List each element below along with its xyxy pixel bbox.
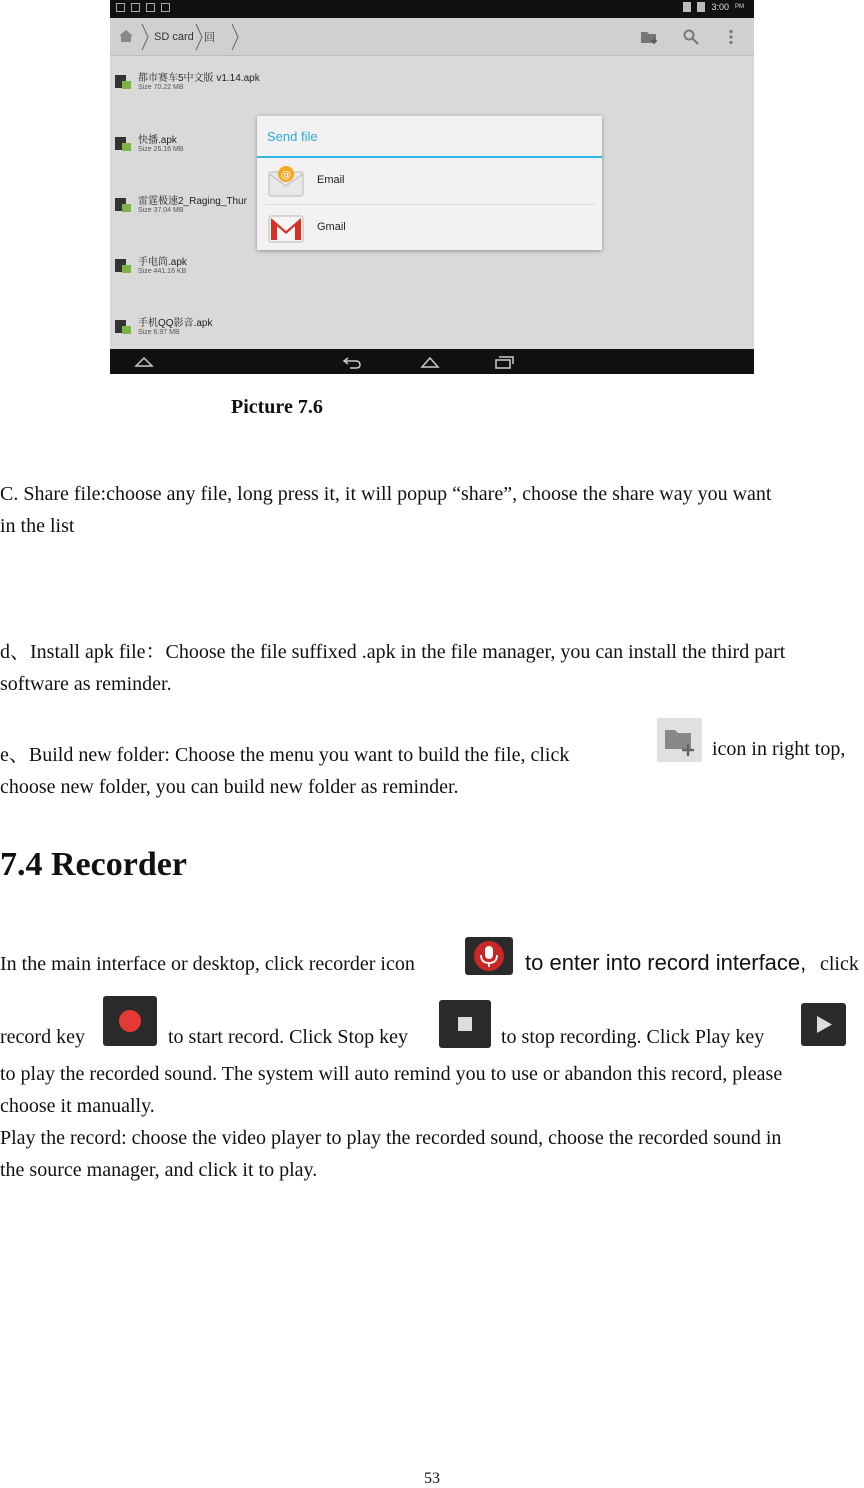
email-app-icon <box>267 164 305 198</box>
file-name: 雷霆极速2_Raging_Thur <box>138 196 247 207</box>
page-number: 53 <box>424 1470 440 1487</box>
breadcrumb-sd-card[interactable]: SD card <box>154 31 194 43</box>
back-icon[interactable] <box>342 355 362 369</box>
dialog-option-email[interactable] <box>257 158 602 204</box>
share-file-paragraph <box>0 478 864 542</box>
recorder-line-2-start: record key <box>0 1026 85 1048</box>
file-name: 手机QQ影音.apk <box>138 318 213 329</box>
recorder-line-1-start: In the main interface or desktop, click recorder icon <box>0 953 415 975</box>
dialog-option-label: Gmail <box>317 221 346 233</box>
search-icon[interactable] <box>682 29 700 45</box>
recent-apps-icon[interactable] <box>494 355 514 369</box>
home-icon[interactable] <box>118 29 134 43</box>
share-line-1: C. Share file:choose any file, long press it, it will popup “share”, choose the share way you want <box>0 483 772 505</box>
action-bar <box>110 18 754 56</box>
file-size: Size 70.22 MB <box>138 84 184 91</box>
breadcrumb-separator-icon <box>140 22 150 52</box>
folder-line-1-start: e、Build new folder: Choose the menu you want to build the file, click <box>0 744 570 766</box>
navigation-bar <box>110 349 754 374</box>
new-folder-icon <box>657 718 702 762</box>
file-size: Size 6.97 MB <box>138 329 180 336</box>
file-name: 快播.apk <box>138 135 177 146</box>
svg-text:@: @ <box>281 170 291 181</box>
recorder-line-2-part-2: to start record. Click Stop key <box>168 1026 408 1048</box>
recorder-line-4: choose it manually. <box>0 1095 155 1117</box>
recorder-line-1-middle: to enter into record interface, <box>525 950 807 975</box>
install-line-1: d、Install apk file：Choose the file suffixed .apk in the file manager, you can install the third part <box>0 641 786 663</box>
notification-icons <box>116 3 170 12</box>
dialog-option-gmail[interactable] <box>257 205 602 251</box>
file-size: Size 441.16 KB <box>138 268 187 275</box>
file-row[interactable] <box>110 58 754 118</box>
bluetooth-icon <box>683 2 691 12</box>
file-manager-screenshot <box>110 0 754 374</box>
file-name: 手电筒.apk <box>138 257 187 268</box>
install-apk-paragraph <box>0 636 864 700</box>
file-size: Size 37.04 MB <box>138 207 184 214</box>
folder-line-2: choose new folder, you can build new folder as reminder. <box>0 776 459 798</box>
breadcrumb-folder[interactable]: 回 <box>204 32 215 44</box>
record-key-icon <box>103 996 157 1046</box>
stop-key-icon <box>439 1000 491 1048</box>
apk-file-icon <box>114 319 132 335</box>
recorder-paragraph-end <box>0 1058 864 1186</box>
status-time: 3:00 <box>711 2 729 12</box>
apk-file-icon <box>114 74 132 90</box>
battery-icon <box>697 2 705 12</box>
breadcrumb-separator-icon <box>194 22 204 52</box>
file-name: 都市赛车5中文版 v1.14.apk <box>138 73 260 84</box>
apk-file-icon <box>114 258 132 274</box>
breadcrumb-separator-icon <box>230 22 240 52</box>
recorder-line-6: the source manager, and click it to play. <box>0 1159 318 1181</box>
share-line-2: in the list <box>0 515 75 537</box>
overflow-menu-icon[interactable] <box>722 29 740 45</box>
status-bar <box>110 0 754 18</box>
dialog-option-label: Email <box>317 174 345 186</box>
recorder-line-2-part-3: to stop recording. Click Play key <box>501 1026 765 1048</box>
status-ampm: PM <box>735 4 744 10</box>
new-folder-icon[interactable] <box>640 29 658 45</box>
play-key-icon <box>801 1003 846 1046</box>
up-arrow-icon[interactable] <box>134 355 154 369</box>
recorder-app-icon <box>465 937 513 975</box>
recorder-line-5: Play the record: choose the video player to play the recorded sound, choose the recorded sound in <box>0 1127 782 1149</box>
recorder-line-1-end: click <box>820 953 859 975</box>
apk-file-icon <box>114 136 132 152</box>
file-row[interactable] <box>110 242 754 302</box>
home-button-icon[interactable] <box>420 355 440 369</box>
figure-caption: Picture 7.6 <box>231 396 323 418</box>
file-size: Size 26.16 MB <box>138 146 184 153</box>
section-heading: 7.4 Recorder <box>0 846 187 883</box>
gmail-app-icon <box>267 211 305 245</box>
dialog-title: Send file <box>267 129 318 144</box>
folder-line-1-end: icon in right top, <box>712 738 846 760</box>
send-file-dialog <box>257 116 602 250</box>
recorder-line-3: to play the recorded sound. The system will auto remind you to use or abandon this record, please <box>0 1063 783 1085</box>
apk-file-icon <box>114 197 132 213</box>
install-line-2: software as reminder. <box>0 673 172 695</box>
